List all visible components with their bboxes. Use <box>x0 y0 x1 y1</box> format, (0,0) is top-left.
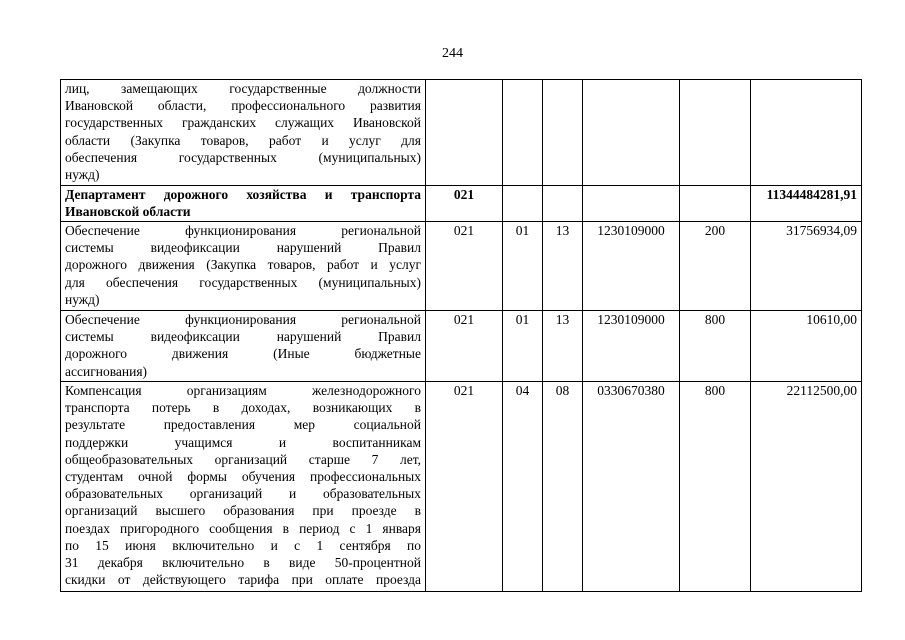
description-line: образовательных организаций и образовательных <box>65 486 421 502</box>
table-row <box>61 186 862 222</box>
description-line: Обеспечение функционирования региональной <box>65 312 421 327</box>
amount-cell: 31756934,09 <box>751 222 862 311</box>
description-line: поездах пригородного сообщения в период с 1 января <box>65 520 421 536</box>
ministry-code-cell: 021 <box>426 311 503 382</box>
target-article-cell <box>583 186 680 222</box>
section-cell: 01 <box>503 311 543 382</box>
description-line: нужд) <box>65 167 100 183</box>
description-line: Обеспечение функционирования региональной <box>65 223 421 238</box>
description-line: скидки от действующего тарифа при оплате проезда <box>65 572 421 588</box>
ministry-code-cell: 021 <box>426 186 503 222</box>
description-line: результате предоставления мер социальной <box>65 417 421 433</box>
subsection-cell: 08 <box>543 382 583 592</box>
row-description <box>61 222 426 311</box>
table-row <box>61 80 862 186</box>
department-title <box>61 186 426 222</box>
amount-cell: 22112500,00 <box>751 382 862 592</box>
ministry-code-cell: 021 <box>426 382 503 592</box>
section-cell <box>503 186 543 222</box>
amount-cell: 10610,00 <box>751 311 862 382</box>
description-line: Компенсация организациям железнодорожного <box>65 383 421 398</box>
budget-table-body <box>61 80 862 592</box>
description-line: области (Закупка товаров, работ и услуг для <box>65 132 421 148</box>
description-line: системы видеофиксации нарушений Правил <box>65 329 421 345</box>
table-row <box>61 311 862 382</box>
description-line: государственных гражданских служащих Ивановской <box>65 115 421 131</box>
target-article-cell <box>583 80 680 186</box>
description-line: нужд) <box>65 291 100 307</box>
description-line: общеобразовательных организаций старше 7 лет, <box>65 451 421 467</box>
target-article-cell: 1230109000 <box>583 222 680 311</box>
description-line: Департамент дорожного хозяйства и транспорта <box>65 187 421 202</box>
table-row <box>61 222 862 311</box>
ministry-code-cell: 021 <box>426 222 503 311</box>
section-cell: 01 <box>503 222 543 311</box>
description-line: 31 декабря включительно в виде 50-процентной <box>65 555 421 571</box>
description-line: обеспечения государственных (муниципальных) <box>65 149 421 165</box>
description-line: ассигнования) <box>65 363 148 379</box>
expense-type-cell <box>680 80 751 186</box>
description-line: для обеспечения государственных (муниципальных) <box>65 274 421 290</box>
description-line: Ивановской области, профессионального развития <box>65 98 421 114</box>
subsection-cell <box>543 80 583 186</box>
expense-type-cell: 800 <box>680 311 751 382</box>
description-line: поддержки учащимся и воспитанникам <box>65 434 421 450</box>
description-line: дорожного движения (Закупка товаров, работ и услуг <box>65 257 421 273</box>
description-line: по 15 июня включительно и с 1 сентября по <box>65 537 421 553</box>
table-row <box>61 382 862 592</box>
expense-type-cell <box>680 186 751 222</box>
target-article-cell: 1230109000 <box>583 311 680 382</box>
ministry-code-cell <box>426 80 503 186</box>
row-description <box>61 80 426 186</box>
description-line: дорожного движения (Иные бюджетные <box>65 346 421 362</box>
row-description <box>61 382 426 592</box>
expense-type-cell: 800 <box>680 382 751 592</box>
section-cell: 04 <box>503 382 543 592</box>
description-line: системы видеофиксации нарушений Правил <box>65 240 421 256</box>
budget-table <box>60 79 862 592</box>
expense-type-cell: 200 <box>680 222 751 311</box>
description-line: лиц, замещающих государственные должности <box>65 81 421 96</box>
section-cell <box>503 80 543 186</box>
row-description <box>61 311 426 382</box>
description-line: Ивановской области <box>65 204 191 220</box>
amount-cell <box>751 80 862 186</box>
page-number: 244 <box>442 46 463 61</box>
description-line: студентам очной формы обучения профессиональных <box>65 469 421 485</box>
subsection-cell: 13 <box>543 311 583 382</box>
description-line: организаций высшего образования при проезде в <box>65 503 421 519</box>
description-line: транспорта потерь в доходах, возникающих в <box>65 400 421 416</box>
amount-cell: 11344484281,91 <box>751 186 862 222</box>
subsection-cell: 13 <box>543 222 583 311</box>
target-article-cell: 0330670380 <box>583 382 680 592</box>
subsection-cell <box>543 186 583 222</box>
